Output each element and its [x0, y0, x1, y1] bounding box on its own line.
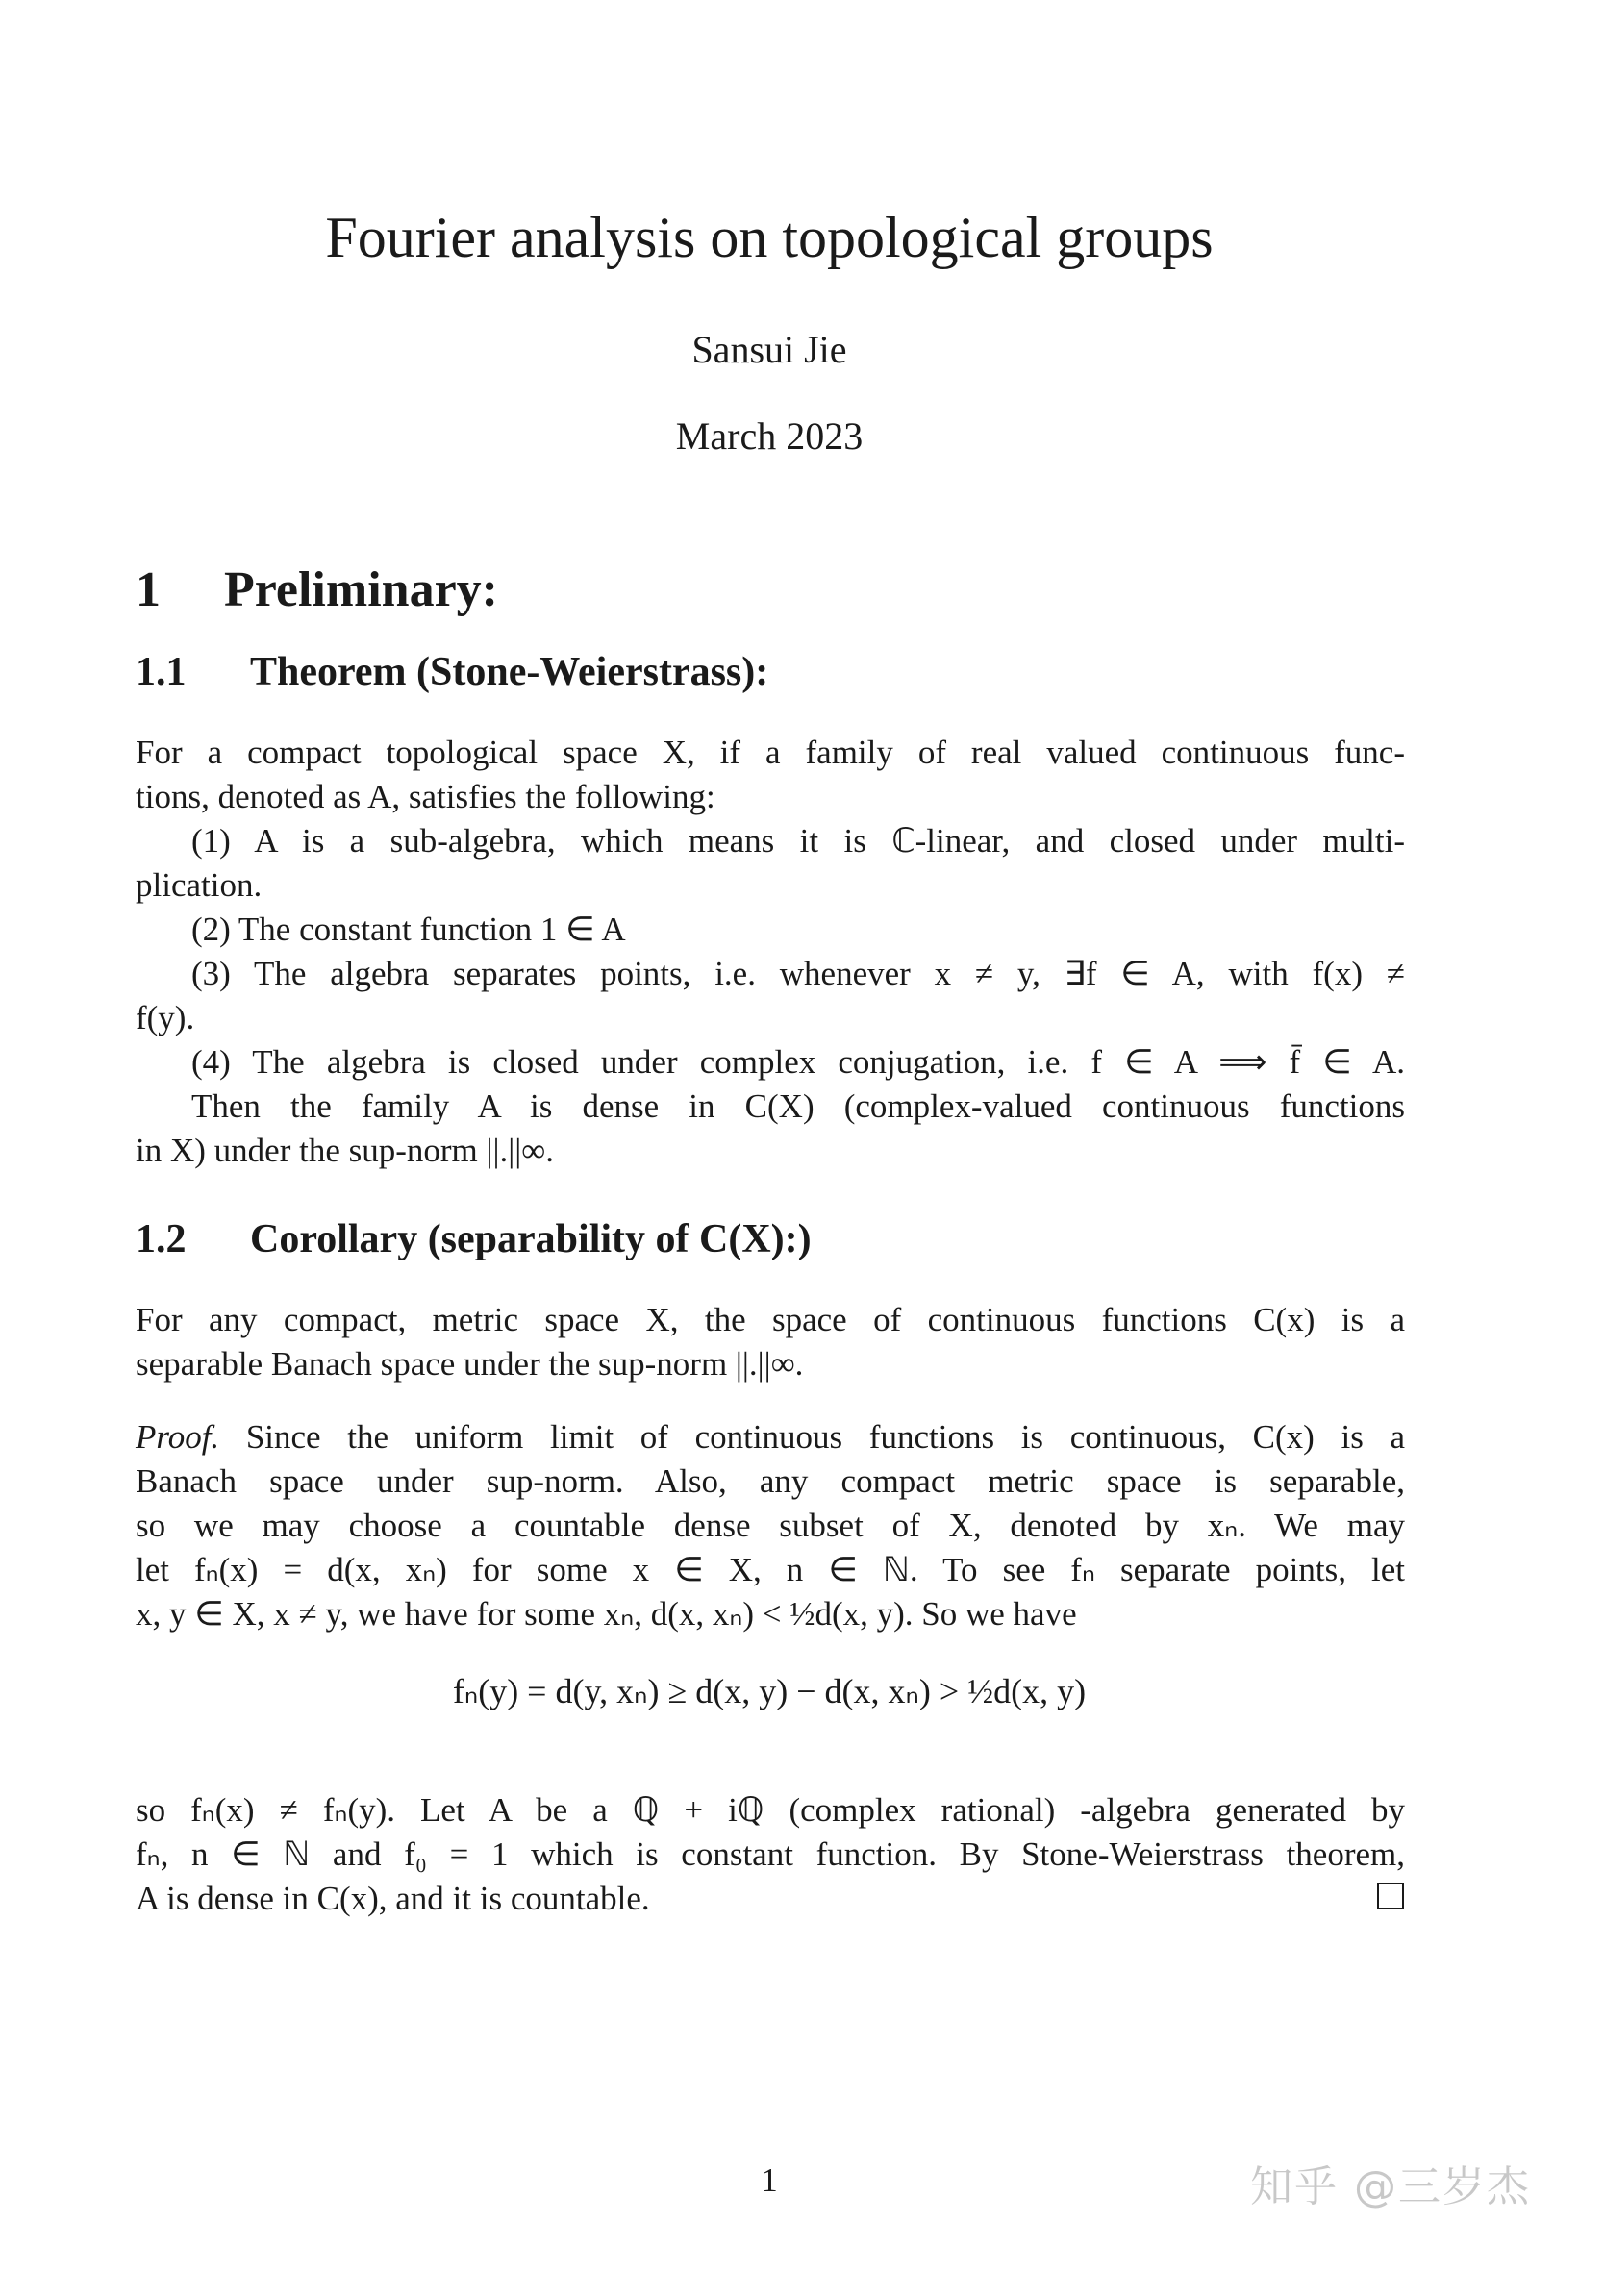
- theorem-line: (4) The algebra is closed under complex conjugation, i.e. f ∈ A ⟹ f̄ ∈ A.: [191, 1043, 1405, 1081]
- subsection-title: Corollary (separability of C(X):): [250, 1217, 812, 1261]
- theorem-line: For a compact topological space X, if a family of real valued continuous func-: [136, 734, 1405, 771]
- corollary-line: separable Banach space under the sup-norm ||.||∞.: [136, 1345, 804, 1383]
- corollary-line: For any compact, metric space X, the space of continuous functions C(x) is a: [136, 1301, 1405, 1338]
- subsection-number: 1.1: [136, 650, 187, 694]
- proof-line: [136, 1415, 1405, 1460]
- subsection-title: Theorem (Stone-Weierstrass):: [250, 650, 769, 694]
- display-equation: fₙ(y) = d(y, xₙ) ≥ d(x, y) − d(x, xₙ) > ½d(x, y): [452, 1672, 1087, 1710]
- theorem-line: Then the family A is dense in C(X) (complex-valued continuous functions: [191, 1087, 1405, 1125]
- section-1-heading: [136, 560, 498, 621]
- proof-line: so fₙ(x) ≠ fₙ(y). Let A be a ℚ + iℚ (complex rational) -algebra generated by: [136, 1791, 1405, 1829]
- proof-line: fₙ, n ∈ ℕ and f₀ = 1 which is constant function. By Stone-Weierstrass theorem,: [136, 1835, 1405, 1873]
- qed-box-icon: [1377, 1883, 1404, 1909]
- theorem-line: in X) under the sup-norm ||.||∞.: [136, 1132, 554, 1169]
- watermark: 知乎 @三岁杰: [1250, 2162, 1531, 2211]
- proof-label: Proof.: [136, 1418, 220, 1456]
- section-1-1-heading: [136, 646, 768, 698]
- corollary-statement: [136, 1298, 1405, 1386]
- page-number: 1: [761, 2161, 778, 2199]
- theorem-line: (1) A is a sub-algebra, which means it is ℂ-linear, and closed under multi-: [191, 822, 1405, 860]
- proof-body: [136, 1415, 1405, 1636]
- theorem-line: tions, denoted as A, satisfies the following:: [136, 778, 715, 815]
- theorem-body: [136, 731, 1405, 1173]
- proof-line-text: Since the uniform limit of continuous functions is continuous, C(x) is a: [245, 1418, 1405, 1456]
- paper-title: Fourier analysis on topological groups: [325, 206, 1214, 269]
- section-title: Preliminary:: [224, 562, 498, 617]
- proof-line: Banach space under sup-norm. Also, any compact metric space is separable,: [136, 1462, 1405, 1500]
- theorem-line: plication.: [136, 866, 263, 904]
- theorem-line: f(y).: [136, 999, 195, 1036]
- section-number: 1: [136, 562, 161, 617]
- theorem-line: (3) The algebra separates points, i.e. whenever x ≠ y, ∃f ∈ A, with f(x) ≠: [191, 955, 1405, 992]
- proof-line: so we may choose a countable dense subset of X, denoted by xₙ. We may: [136, 1507, 1405, 1544]
- proof-line: let fₙ(x) = d(x, xₙ) for some x ∈ X, n ∈ ℕ. To see fₙ separate points, let: [136, 1551, 1405, 1588]
- subsection-number: 1.2: [136, 1217, 187, 1261]
- proof-conclusion: [136, 1788, 1405, 1921]
- section-1-2-heading: [136, 1213, 812, 1265]
- proof-line: x, y ∈ X, x ≠ y, we have for some xₙ, d(x, xₙ) < ½d(x, y). So we have: [136, 1595, 1077, 1633]
- paper-date: March 2023: [675, 414, 864, 458]
- theorem-line: (2) The constant function 1 ∈ A: [191, 911, 626, 948]
- proof-line: A is dense in C(x), and it is countable.: [136, 1880, 650, 1917]
- author-name: Sansui Jie: [691, 328, 847, 371]
